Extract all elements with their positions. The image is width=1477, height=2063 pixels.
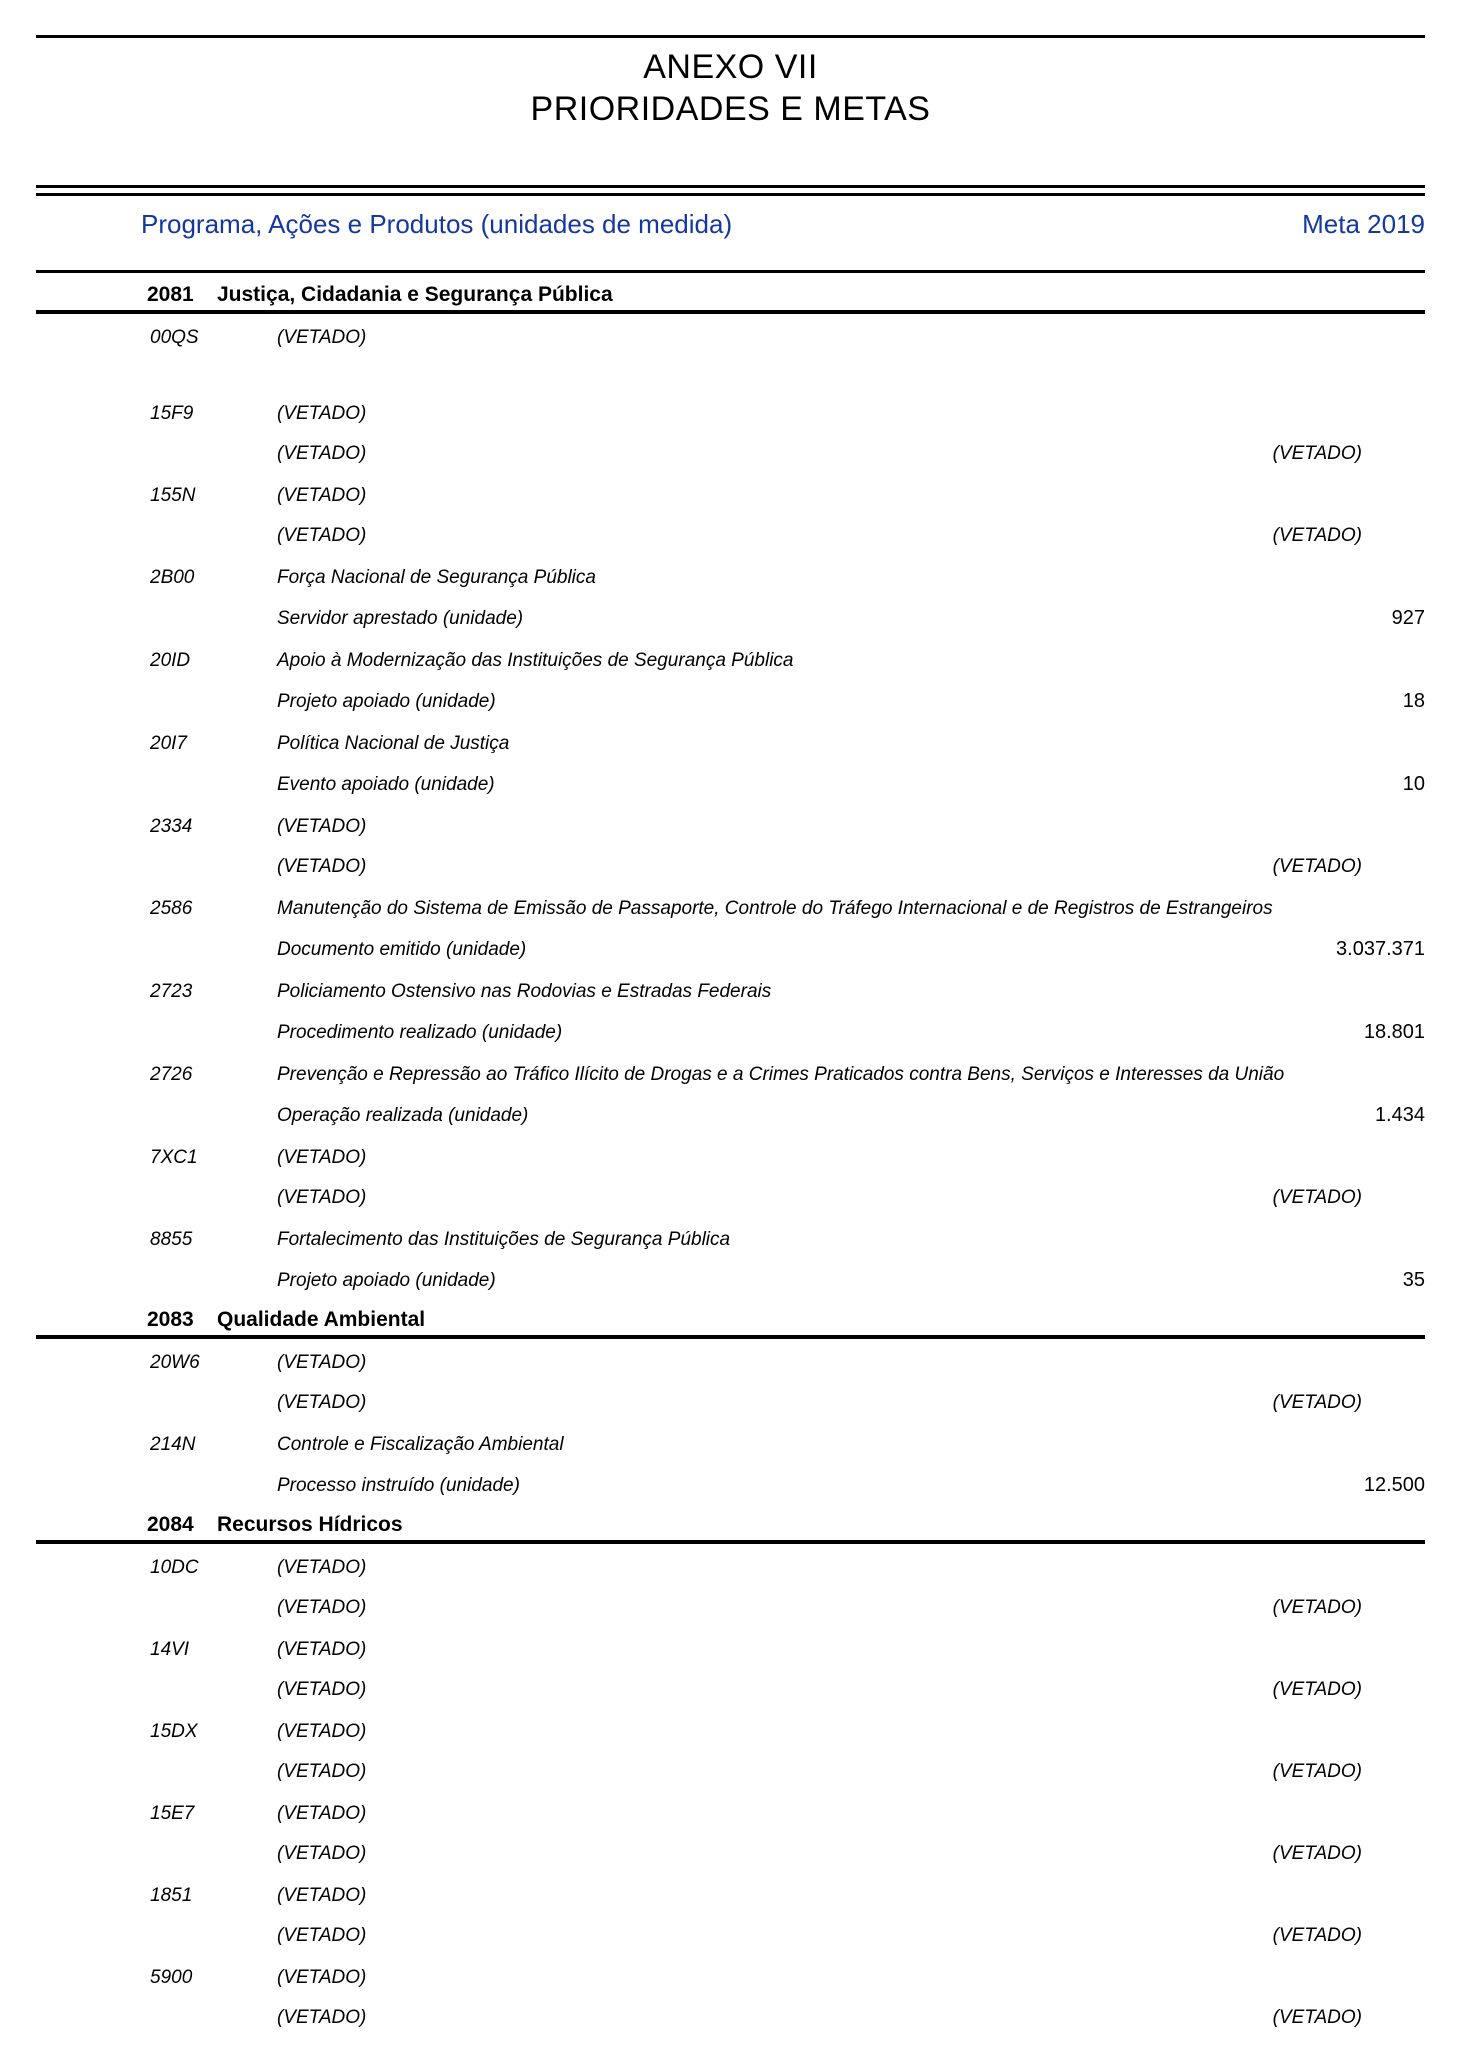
product-row bbox=[36, 2006, 1425, 2030]
product-row bbox=[36, 1103, 1425, 1128]
row-text: Fortalecimento das Instituições de Segurança Pública bbox=[277, 1229, 731, 1250]
action-row bbox=[36, 402, 1425, 426]
row-meta-value: (VETADO) bbox=[1272, 1843, 1362, 1864]
row-text: Manutenção do Sistema de Emissão de Passaporte, Controle do Tráfego Internacional e de Registros de Estrangeiros bbox=[277, 898, 1273, 919]
row-text: (VETADO) bbox=[277, 816, 367, 837]
row-text: (VETADO) bbox=[277, 1803, 367, 1824]
row-text: (VETADO) bbox=[277, 1885, 367, 1906]
action-code: 20I7 bbox=[150, 733, 187, 754]
row-text: Força Nacional de Segurança Pública bbox=[277, 567, 596, 588]
action-code: 14VI bbox=[150, 1639, 190, 1660]
product-row bbox=[36, 1473, 1425, 1498]
action-row bbox=[36, 1433, 1425, 1457]
row-meta-value: 1.434 bbox=[1374, 1104, 1425, 1126]
row-text: (VETADO) bbox=[277, 1352, 367, 1373]
row-meta-value: (VETADO) bbox=[1272, 1392, 1362, 1413]
row-text: Operação realizada (unidade) bbox=[277, 1105, 529, 1126]
action-code: 00QS bbox=[150, 327, 199, 348]
product-row bbox=[36, 1186, 1425, 1210]
row-text: Controle e Fiscalização Ambiental bbox=[277, 1434, 564, 1455]
row-text: Prevenção e Repressão ao Tráfico Ilícito de Drogas e a Crimes Praticados contra Bens, Serviços e Interesses da União bbox=[277, 1064, 1285, 1085]
action-row bbox=[36, 484, 1425, 508]
action-row bbox=[36, 326, 1425, 350]
program-section-header bbox=[36, 282, 1425, 314]
row-text: (VETADO) bbox=[277, 327, 367, 348]
action-row bbox=[36, 1228, 1425, 1252]
product-row bbox=[36, 524, 1425, 548]
row-text: (VETADO) bbox=[277, 443, 367, 464]
action-row bbox=[36, 566, 1425, 590]
row-meta-value: 18.801 bbox=[1363, 1021, 1425, 1043]
row-text: Procedimento realizado (unidade) bbox=[277, 1022, 563, 1043]
product-row bbox=[36, 772, 1425, 797]
row-meta-value: (VETADO) bbox=[1272, 856, 1362, 877]
row-text: Processo instruído (unidade) bbox=[277, 1475, 520, 1496]
action-code: 2723 bbox=[150, 981, 193, 1002]
section-rows bbox=[36, 326, 1425, 1293]
action-row bbox=[36, 1884, 1425, 1908]
row-text: Política Nacional de Justiça bbox=[277, 733, 510, 754]
action-code: 10DC bbox=[150, 1557, 199, 1578]
action-code: 15F9 bbox=[150, 403, 194, 424]
row-text: (VETADO) bbox=[277, 1761, 367, 1782]
action-code: 20W6 bbox=[150, 1352, 200, 1373]
product-row bbox=[36, 1596, 1425, 1620]
row-meta-value: 18 bbox=[1402, 690, 1425, 712]
product-row bbox=[36, 1020, 1425, 1045]
product-row bbox=[36, 689, 1425, 714]
product-row bbox=[36, 1391, 1425, 1415]
row-text: (VETADO) bbox=[277, 1639, 367, 1660]
action-row bbox=[36, 1720, 1425, 1744]
action-code: 2726 bbox=[150, 1064, 193, 1085]
section-rows bbox=[36, 1351, 1425, 1498]
product-row bbox=[36, 1268, 1425, 1293]
row-meta-value: 12.500 bbox=[1363, 1474, 1425, 1496]
table-column-header bbox=[36, 208, 1425, 240]
row-meta-value: 35 bbox=[1402, 1269, 1425, 1291]
program-code: 2083 bbox=[147, 1308, 194, 1331]
program-section bbox=[36, 1512, 1425, 2030]
row-meta-value: 3.037.371 bbox=[1336, 938, 1425, 960]
row-text: (VETADO) bbox=[277, 1187, 367, 1208]
sections-container bbox=[36, 282, 1425, 2030]
product-row bbox=[36, 442, 1425, 466]
action-row bbox=[36, 980, 1425, 1004]
row-meta-value: 10 bbox=[1402, 773, 1425, 795]
row-text: (VETADO) bbox=[277, 485, 367, 506]
row-text: (VETADO) bbox=[277, 1843, 367, 1864]
double-divider bbox=[36, 185, 1425, 196]
action-row bbox=[36, 1556, 1425, 1580]
product-row bbox=[36, 606, 1425, 631]
column-header-divider bbox=[36, 270, 1425, 273]
row-meta-value: (VETADO) bbox=[1272, 2007, 1362, 2028]
row-meta-value: (VETADO) bbox=[1272, 443, 1362, 464]
row-text: Projeto apoiado (unidade) bbox=[277, 691, 496, 712]
row-meta-value: (VETADO) bbox=[1272, 525, 1362, 546]
program-code: 2084 bbox=[147, 1513, 194, 1536]
document-title-line1: ANEXO VII bbox=[643, 48, 818, 86]
row-text: (VETADO) bbox=[277, 1597, 367, 1618]
row-meta-value: (VETADO) bbox=[1272, 1761, 1362, 1782]
action-code: 155N bbox=[150, 485, 196, 506]
row-text: Evento apoiado (unidade) bbox=[277, 774, 495, 795]
program-section-header bbox=[36, 1307, 1425, 1339]
program-section bbox=[36, 1307, 1425, 1498]
row-text: Servidor aprestado (unidade) bbox=[277, 608, 524, 629]
action-code: 15E7 bbox=[150, 1803, 195, 1824]
action-row bbox=[36, 815, 1425, 839]
action-row bbox=[36, 1638, 1425, 1662]
row-text: (VETADO) bbox=[277, 856, 367, 877]
action-code: 214N bbox=[150, 1434, 196, 1455]
row-text: (VETADO) bbox=[277, 1147, 367, 1168]
row-text: Documento emitido (unidade) bbox=[277, 939, 527, 960]
program-section-header bbox=[36, 1512, 1425, 1544]
action-row bbox=[36, 1351, 1425, 1375]
row-text: (VETADO) bbox=[277, 1392, 367, 1413]
row-text: (VETADO) bbox=[277, 1967, 367, 1988]
row-text: Projeto apoiado (unidade) bbox=[277, 1270, 496, 1291]
product-row bbox=[36, 1924, 1425, 1948]
action-code: 2586 bbox=[150, 898, 193, 919]
product-row bbox=[36, 937, 1425, 962]
action-code: 2334 bbox=[150, 816, 193, 837]
row-meta-value: (VETADO) bbox=[1272, 1597, 1362, 1618]
program-name: Justiça, Cidadania e Segurança Pública bbox=[217, 283, 613, 306]
product-row bbox=[36, 1678, 1425, 1702]
document-title-line2: PRIORIDADES E METAS bbox=[530, 90, 931, 128]
action-row bbox=[36, 649, 1425, 673]
action-code: 7XC1 bbox=[150, 1147, 198, 1168]
action-row bbox=[36, 1063, 1425, 1087]
product-row bbox=[36, 1760, 1425, 1784]
row-text: (VETADO) bbox=[277, 1721, 367, 1742]
top-divider bbox=[36, 35, 1425, 38]
program-name: Recursos Hídricos bbox=[217, 1513, 403, 1536]
action-code: 2B00 bbox=[150, 567, 195, 588]
column-header-meta-2019: Meta 2019 bbox=[1302, 209, 1425, 239]
column-header-programs: Programa, Ações e Produtos (unidades de medida) bbox=[141, 209, 733, 239]
row-text: (VETADO) bbox=[277, 2007, 367, 2028]
action-row bbox=[36, 732, 1425, 756]
row-text: (VETADO) bbox=[277, 525, 367, 546]
program-code: 2081 bbox=[147, 283, 194, 306]
action-code: 8855 bbox=[150, 1229, 193, 1250]
row-text: Policiamento Ostensivo nas Rodovias e Estradas Federais bbox=[277, 981, 772, 1002]
action-row bbox=[36, 1146, 1425, 1170]
product-row bbox=[36, 855, 1425, 879]
row-text: (VETADO) bbox=[277, 403, 367, 424]
action-code: 5900 bbox=[150, 1967, 193, 1988]
action-row bbox=[36, 1966, 1425, 1990]
action-code: 20ID bbox=[150, 650, 191, 671]
program-name: Qualidade Ambiental bbox=[217, 1308, 426, 1331]
row-text: (VETADO) bbox=[277, 1557, 367, 1578]
row-meta-value: (VETADO) bbox=[1272, 1187, 1362, 1208]
row-meta-value: (VETADO) bbox=[1272, 1679, 1362, 1700]
action-row bbox=[36, 897, 1425, 921]
action-row bbox=[36, 1802, 1425, 1826]
program-section bbox=[36, 282, 1425, 1293]
row-meta-value: 927 bbox=[1391, 607, 1425, 629]
product-row bbox=[36, 1842, 1425, 1866]
action-code: 15DX bbox=[150, 1721, 198, 1742]
row-meta-value: (VETADO) bbox=[1272, 1925, 1362, 1946]
row-text: (VETADO) bbox=[277, 1679, 367, 1700]
row-text: Apoio à Modernização das Instituições de Segurança Pública bbox=[277, 650, 794, 671]
action-code: 1851 bbox=[150, 1885, 193, 1906]
section-rows bbox=[36, 1556, 1425, 2030]
row-text: (VETADO) bbox=[277, 1925, 367, 1946]
